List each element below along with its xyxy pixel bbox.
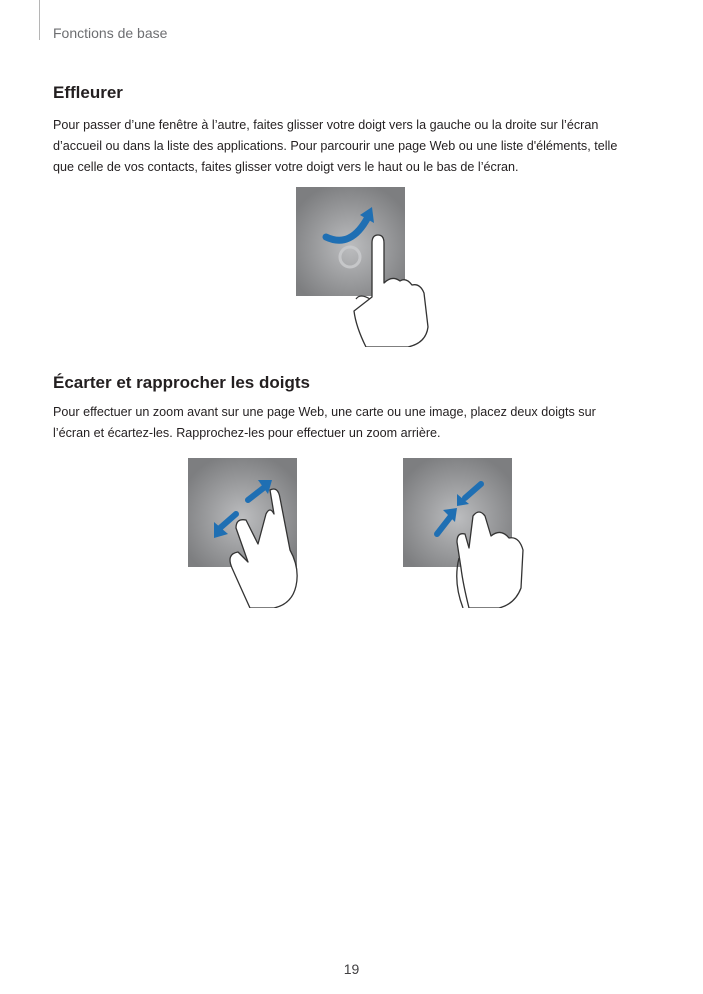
text-line: que celle de vos contacts, faites glisser votre doigt vers le haut ou le bas de l’écran. bbox=[53, 160, 519, 174]
text-line: Pour passer d’une fenêtre à l’autre, faites glisser votre doigt vers la gauche ou la droite sur l’écran bbox=[53, 118, 599, 132]
section-text-pinch bbox=[53, 402, 596, 444]
section-text-swipe bbox=[53, 115, 617, 178]
header-title: Fonctions de base bbox=[53, 25, 168, 41]
section-heading-pinch: Écarter et rapprocher les doigts bbox=[53, 373, 310, 392]
section-heading-swipe: Effleurer bbox=[53, 83, 123, 102]
swipe-gesture-icon bbox=[296, 187, 436, 347]
spread-gesture-icon bbox=[188, 458, 328, 608]
text-line: l’écran et écartez-les. Rapprochez-les pour effectuer un zoom arrière. bbox=[53, 426, 441, 440]
page-number: 19 bbox=[343, 961, 360, 977]
pinch-gesture-icon bbox=[403, 458, 543, 608]
text-line: Pour effectuer un zoom avant sur une page Web, une carte ou une image, placez deux doigts sur bbox=[53, 405, 596, 419]
header-rule bbox=[39, 0, 40, 40]
text-line: d’accueil ou dans la liste des applications. Pour parcourir une page Web ou une liste d'éléments, telle bbox=[53, 139, 618, 153]
